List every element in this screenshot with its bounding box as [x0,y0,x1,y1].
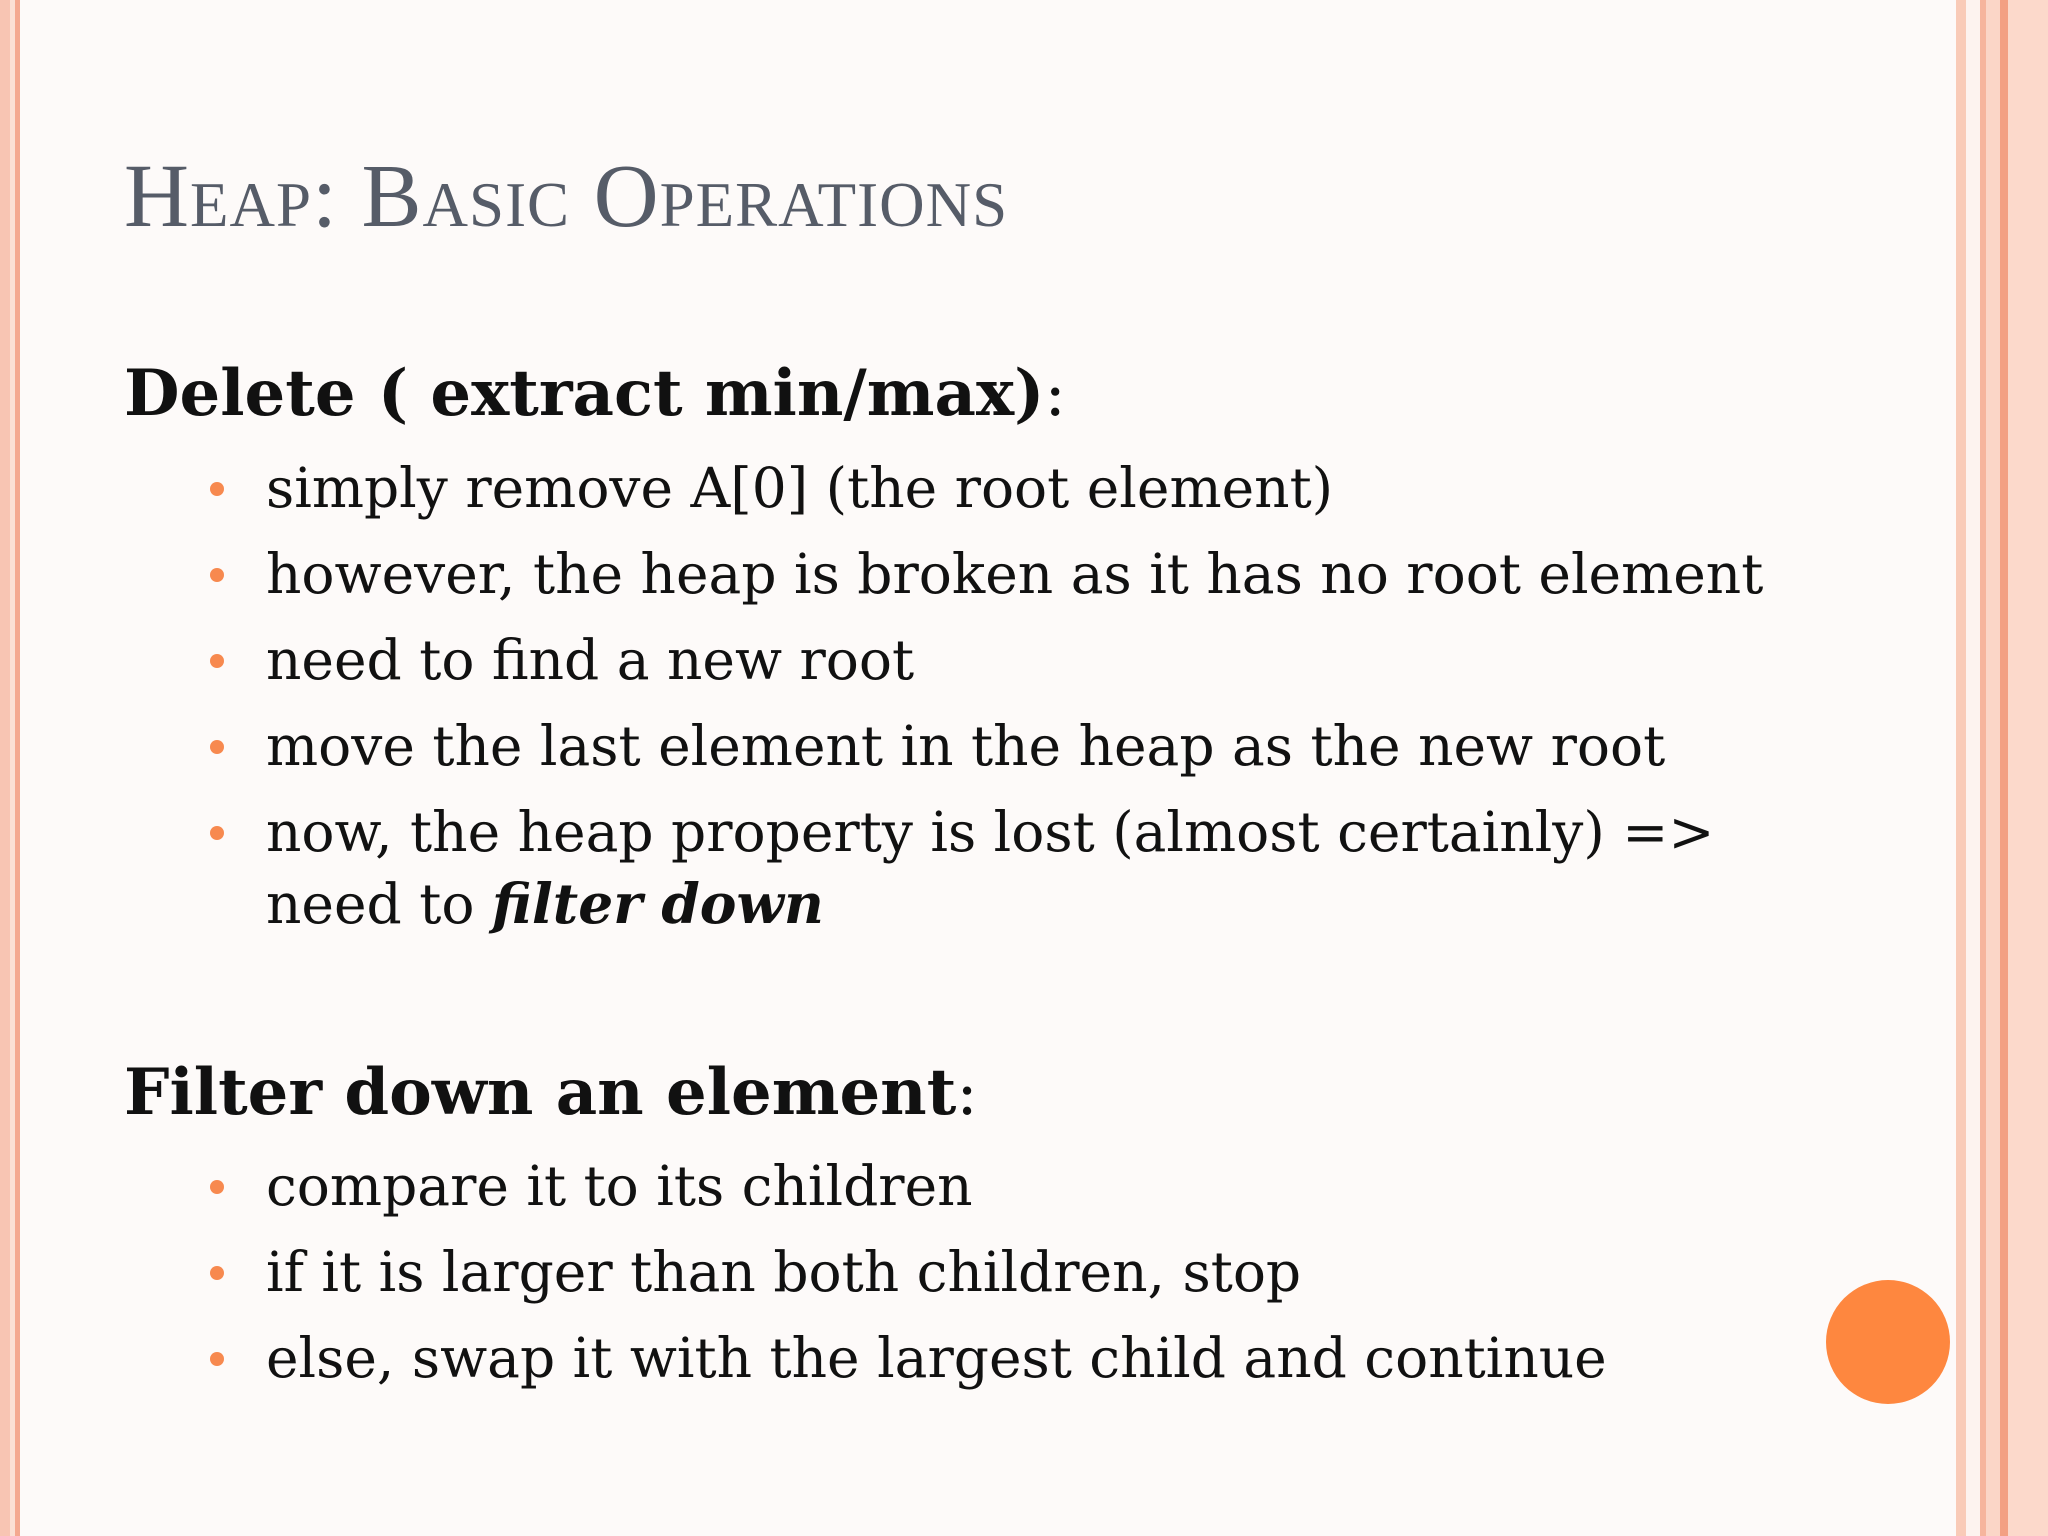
list-item-text: if it is larger than both children, stop [266,1240,1302,1304]
right-stripe-2 [1966,0,1980,1536]
bullet-dot-icon [210,1266,224,1280]
left-stripe-outer [0,0,10,1536]
list-item-text: move the last element in the heap as the new root [266,714,1666,778]
section-heading-delete-colon: : [1044,357,1066,431]
orange-circle-icon [1826,1280,1950,1404]
right-stripe-4 [1986,0,2000,1536]
bullet-dot-icon [210,1352,224,1366]
list-item [206,538,1906,610]
filter-down-bullet-list [206,1150,1906,1408]
list-item [206,624,1906,696]
section-heading-filter-down-colon: : [956,1056,978,1130]
bullet-dot-icon [210,1180,224,1194]
left-stripe-inner [15,0,20,1536]
list-item-text: compare it to its children [266,1154,973,1218]
list-item [206,1322,1906,1394]
list-item [206,452,1906,524]
right-stripe-1 [1956,0,1966,1536]
bullet-dot-icon [210,826,224,840]
list-item [206,1236,1906,1308]
list-item [206,1150,1906,1222]
section-heading-filter-down [124,1055,978,1130]
list-item-text: however, the heap is broken as it has no root element [266,542,1764,606]
section-heading-filter-down-text: Filter down an element [124,1055,957,1130]
right-stripe-5 [2000,0,2008,1536]
list-item-text: now, the heap property is lost (almost certainly) => [266,800,1715,864]
section-heading-delete-text: Delete ( extract min/max) [124,356,1045,431]
list-item [206,796,1906,940]
bullet-dot-icon [210,740,224,754]
list-item [206,710,1906,782]
bullet-dot-icon [210,482,224,496]
delete-bullet-list [206,452,1906,954]
list-item-text-continued: need to [266,872,492,936]
right-stripe-6 [2008,0,2048,1536]
list-item-text: else, swap it with the largest child and continue [266,1326,1607,1390]
bullet-dot-icon [210,654,224,668]
filter-down-emphasis: filter down [491,871,824,936]
list-item-text: simply remove A[0] (the root element) [266,456,1334,520]
bullet-dot-icon [210,568,224,582]
slide-title: Heap: Basic Operations [124,147,1009,246]
section-heading-delete [124,356,1066,431]
list-item-text: need to find a new root [266,628,915,692]
